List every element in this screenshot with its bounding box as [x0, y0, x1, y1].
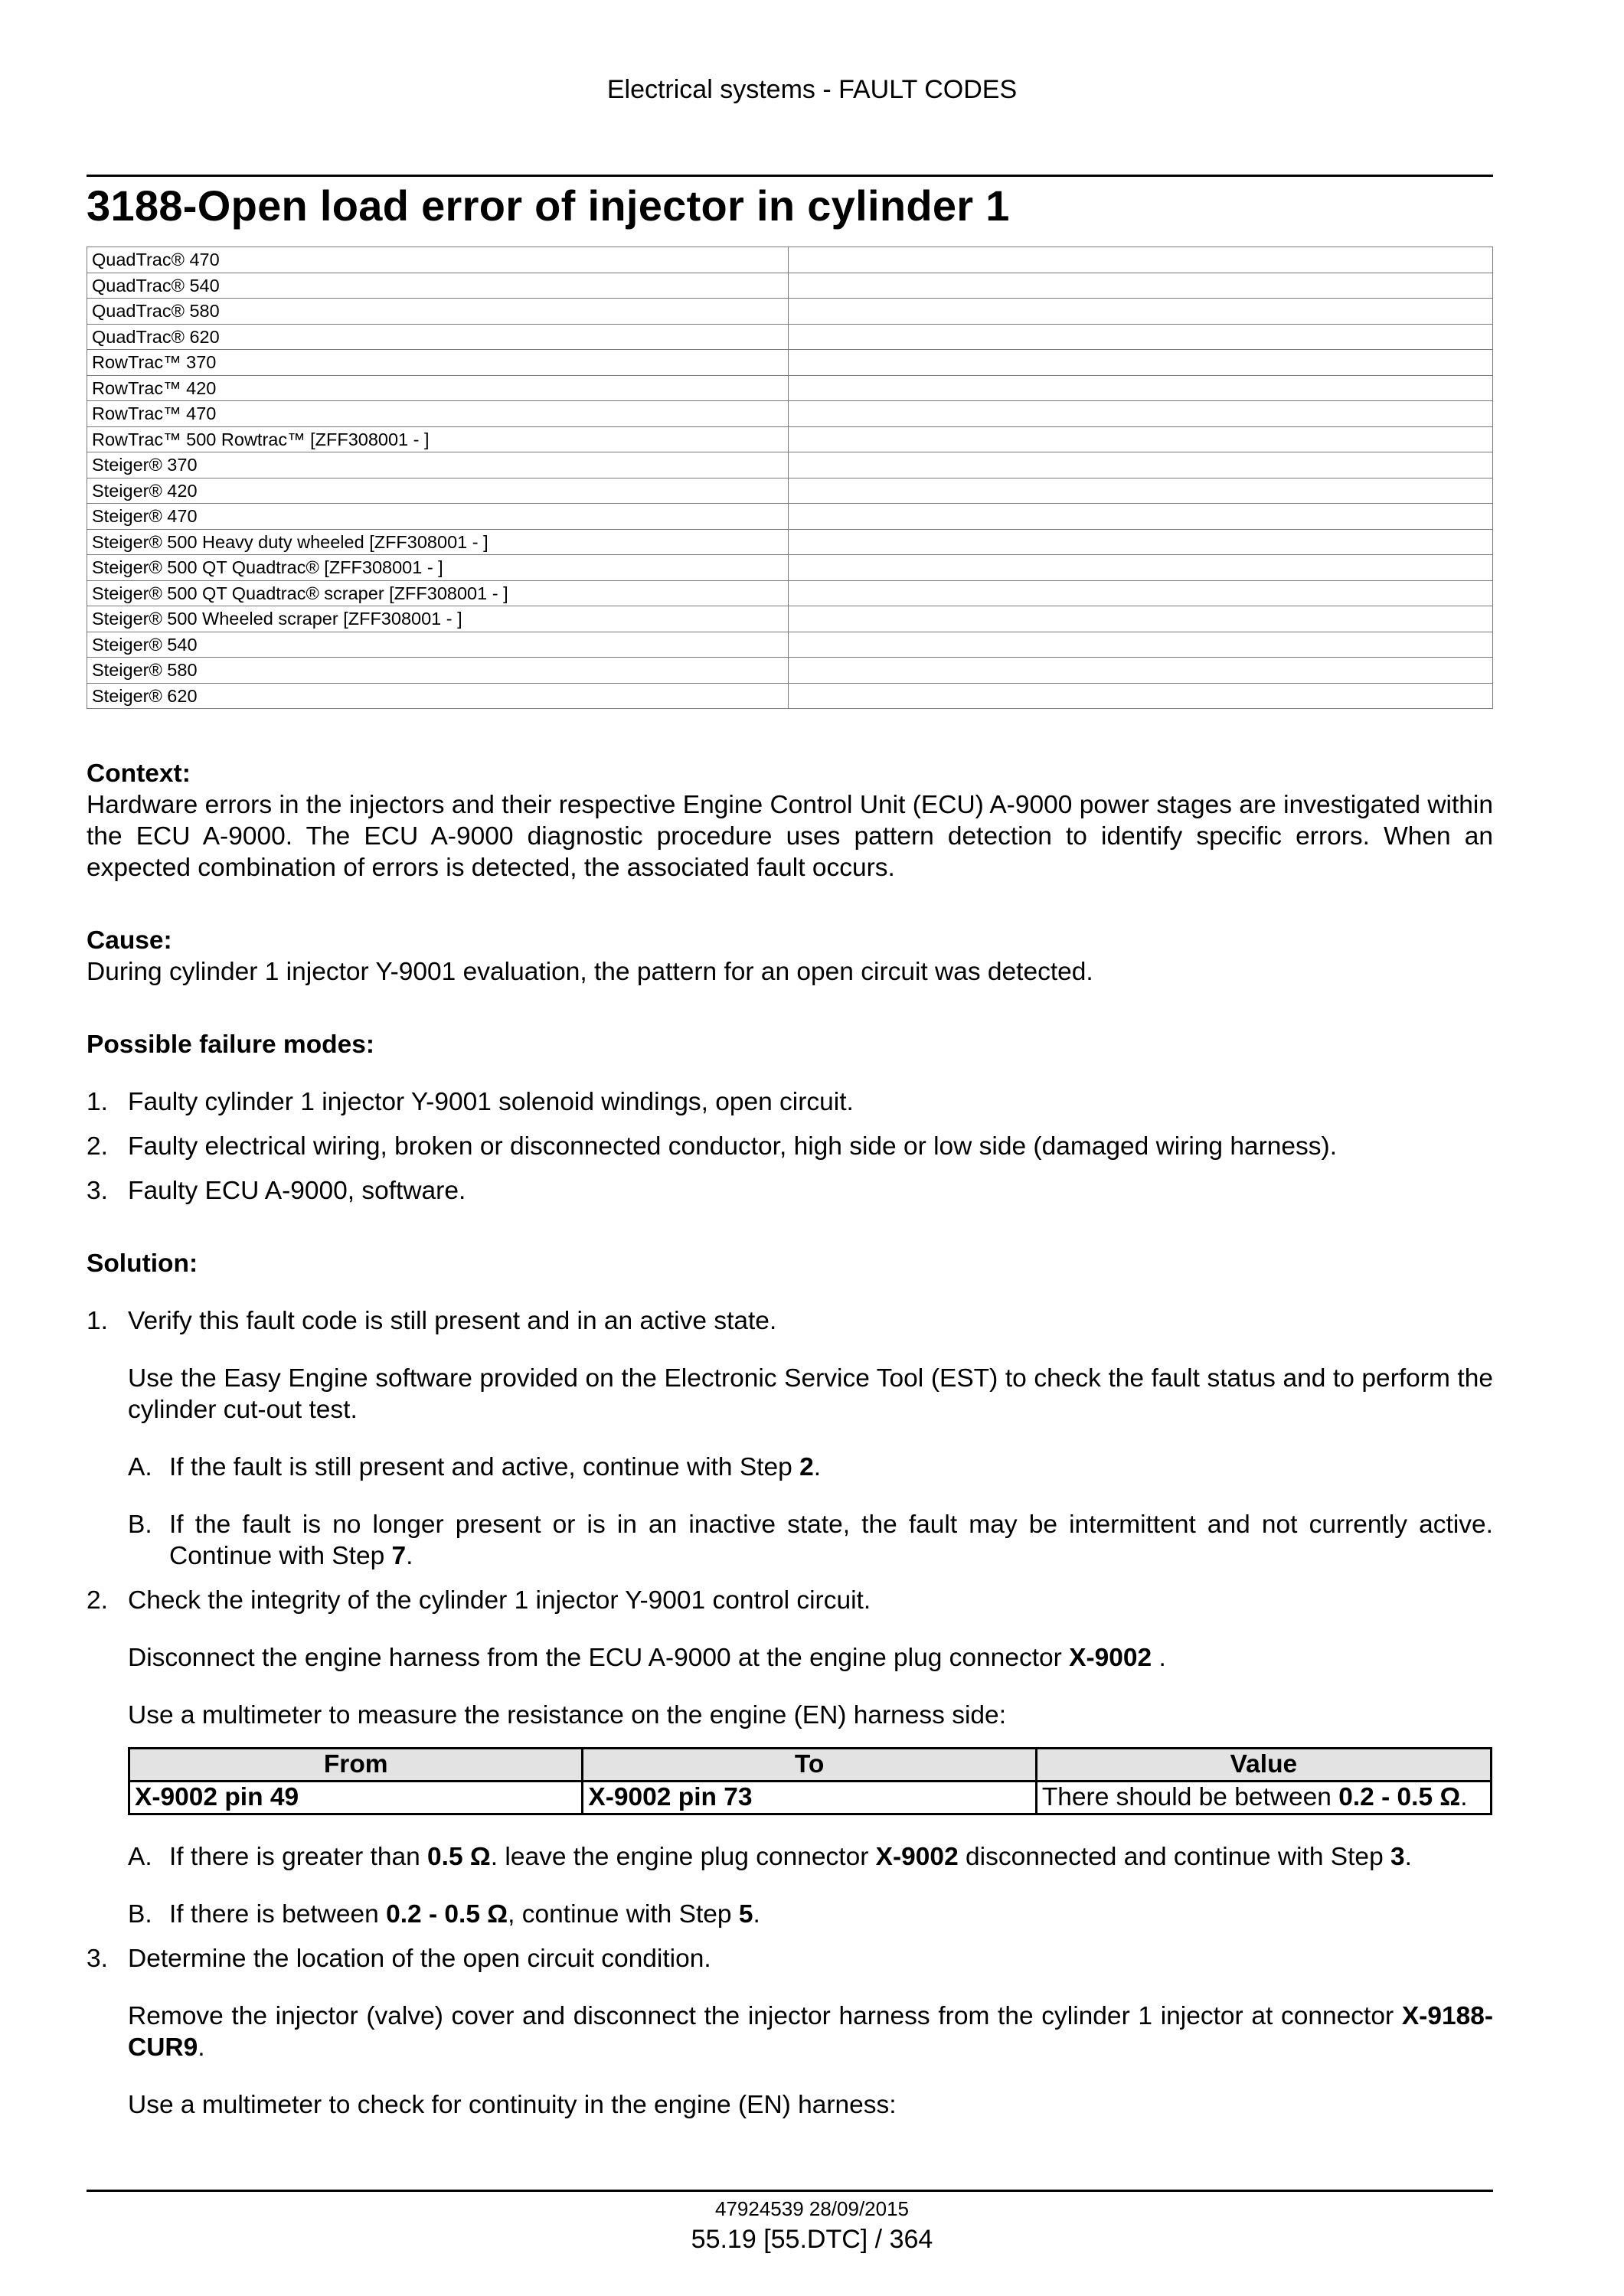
model-empty-cell	[789, 247, 1493, 273]
header-rule	[87, 175, 1493, 177]
model-name: Steiger® 540	[87, 632, 789, 658]
bold-value: 0.5 Ω	[427, 1843, 491, 1871]
item-number: 3.	[87, 1177, 108, 1205]
model-name: RowTrac™ 420	[87, 375, 789, 401]
cell-from: X-9002 pin 49	[129, 1782, 583, 1814]
solution-heading: Solution:	[87, 1249, 198, 1278]
sub-text-end: .	[753, 1900, 760, 1929]
item-text: Faulty ECU A-9000, software.	[128, 1177, 466, 1205]
sub-letter: B.	[128, 1900, 152, 1929]
model-empty-cell	[789, 452, 1493, 478]
model-name: Steiger® 500 QT Quadtrac® scraper [ZFF308001 - ]	[87, 580, 789, 606]
item-text: Faulty cylinder 1 injector Y-9001 solenoid windings, open circuit.	[128, 1088, 854, 1116]
step-paragraph: Use a multimeter to check for continuity in the engine (EN) harness:	[128, 2091, 897, 2119]
step-text: Check the integrity of the cylinder 1 injector Y-9001 control circuit.	[128, 1586, 871, 1615]
model-name: Steiger® 500 Wheeled scraper [ZFF308001 - ]	[87, 606, 789, 632]
connector-ref: X-9188-CUR9	[128, 2002, 1493, 2062]
table-header-value: Value	[1036, 1749, 1491, 1782]
model-name: Steiger® 500 Heavy duty wheeled [ZFF308001 - ]	[87, 529, 789, 555]
model-empty-cell	[789, 478, 1493, 504]
sub-letter: B.	[128, 1511, 152, 1539]
list-item	[87, 1175, 1493, 1207]
model-empty-cell	[789, 632, 1493, 658]
sub-text-end: .	[1404, 1843, 1412, 1871]
sub-text: . leave the engine plug connector	[490, 1843, 876, 1871]
bold-value: 0.2 - 0.5 Ω	[386, 1900, 508, 1929]
sub-text: disconnected and continue with Step	[958, 1843, 1391, 1871]
solution-step-2	[87, 1585, 1493, 1930]
cell-to: X-9002 pin 73	[583, 1782, 1036, 1814]
table-row	[87, 504, 1493, 530]
model-empty-cell	[789, 273, 1493, 299]
model-empty-cell	[789, 606, 1493, 632]
step-ref: 2	[799, 1453, 814, 1481]
page-reference: 55.19 [55.DTC] / 364	[691, 2225, 933, 2254]
sub-text: If there is greater than	[169, 1843, 428, 1871]
resistance-table	[128, 1747, 1492, 1815]
model-name: RowTrac™ 370	[87, 350, 789, 376]
model-name: RowTrac™ 500 Rowtrac™ [ZFF308001 - ]	[87, 426, 789, 452]
item-number: 1.	[87, 1088, 108, 1116]
model-name: Steiger® 370	[87, 452, 789, 478]
table-row	[87, 299, 1493, 325]
step-text: Determine the location of the open circuit condition.	[128, 1945, 711, 1973]
model-name: Steiger® 420	[87, 478, 789, 504]
failure-modes-list	[87, 1086, 1493, 1207]
table-row	[87, 529, 1493, 555]
step-text: Verify this fault code is still present and in an active state.	[128, 1307, 777, 1335]
sub-step-b	[128, 1509, 1493, 1572]
step-number: 3.	[87, 1945, 108, 1973]
solution-steps	[87, 1305, 1493, 2121]
table-row	[87, 324, 1493, 350]
document-reference: 47924539 28/09/2015	[714, 2197, 910, 2220]
connector-ref: X-9002	[1069, 1644, 1152, 1672]
table-row	[87, 478, 1493, 504]
sub-text: If there is between	[169, 1900, 387, 1929]
model-empty-cell	[789, 529, 1493, 555]
model-empty-cell	[789, 299, 1493, 325]
step-ref: 5	[738, 1900, 753, 1929]
model-empty-cell	[789, 375, 1493, 401]
context-heading: Context:	[87, 759, 191, 788]
table-row	[87, 401, 1493, 427]
table-row	[87, 452, 1493, 478]
step-ref: 7	[391, 1542, 407, 1570]
model-empty-cell	[789, 324, 1493, 350]
item-text: Faulty electrical wiring, broken or disconnected conductor, high side or low side (damaged wiring harness).	[128, 1132, 1338, 1161]
model-empty-cell	[789, 658, 1493, 684]
table-row	[87, 375, 1493, 401]
model-name: Steiger® 500 QT Quadtrac® [ZFF308001 - ]	[87, 555, 789, 581]
model-empty-cell	[789, 555, 1493, 581]
para-text-end: .	[1152, 1644, 1166, 1672]
table-row	[129, 1782, 1492, 1814]
model-name: QuadTrac® 470	[87, 247, 789, 273]
sub-letter: A.	[128, 1453, 152, 1481]
table-row	[87, 683, 1493, 709]
para-text: Remove the injector (valve) cover and disconnect the injector harness from the cylinder 1 injector at connector	[128, 2002, 1402, 2030]
model-name: Steiger® 620	[87, 683, 789, 709]
step-paragraph: Use a multimeter to measure the resistance on the engine (EN) harness side:	[128, 1701, 1006, 1729]
failure-modes-heading: Possible failure modes:	[87, 1030, 375, 1059]
list-item	[87, 1131, 1493, 1162]
sub-step-b	[128, 1899, 1493, 1930]
table-row	[87, 273, 1493, 299]
step-number: 1.	[87, 1307, 108, 1335]
running-header: Electrical systems - FAULT CODES	[606, 75, 1018, 104]
model-empty-cell	[789, 401, 1493, 427]
solution-step-1	[87, 1305, 1493, 1572]
model-name: Steiger® 580	[87, 658, 789, 684]
footer-rule	[87, 2190, 1493, 2192]
model-name: QuadTrac® 620	[87, 324, 789, 350]
cause-heading: Cause:	[87, 926, 172, 955]
model-name: Steiger® 470	[87, 504, 789, 530]
model-empty-cell	[789, 504, 1493, 530]
model-name: QuadTrac® 580	[87, 299, 789, 325]
table-row	[87, 658, 1493, 684]
context-text: Hardware errors in the injectors and their respective Engine Control Unit (ECU) A-9000 power stages are investigated within the ECU A-9000. The ECU A-9000 diagnostic procedure uses pattern detection to identify specific errors. When an expected combination of errors is detected, the associated fault occurs.	[87, 791, 1493, 882]
step-number: 2.	[87, 1586, 108, 1615]
model-empty-cell	[789, 426, 1493, 452]
step-paragraph: Use the Easy Engine software provided on the Electronic Service Tool (EST) to check the fault status and to perform the cylinder cut-out test.	[128, 1364, 1493, 1424]
model-empty-cell	[789, 580, 1493, 606]
para-text-end: .	[198, 2033, 205, 2062]
table-row	[87, 350, 1493, 376]
table-row	[87, 580, 1493, 606]
table-row	[87, 426, 1493, 452]
connector-ref: X-9002	[875, 1843, 959, 1871]
sub-text: If the fault is still present and active, continue with Step	[169, 1453, 800, 1481]
table-header-from: From	[129, 1749, 583, 1782]
solution-step-3	[87, 1943, 1493, 2121]
page-title: 3188-Open load error of injector in cylinder 1	[87, 181, 1010, 230]
cause-text: During cylinder 1 injector Y-9001 evaluation, the pattern for an open circuit was detected.	[87, 958, 1093, 986]
table-row	[87, 632, 1493, 658]
cell-value	[1036, 1782, 1491, 1814]
table-row	[87, 247, 1493, 273]
item-number: 2.	[87, 1132, 108, 1161]
table-row	[87, 555, 1493, 581]
model-name: QuadTrac® 540	[87, 273, 789, 299]
sub-text-end: .	[406, 1542, 413, 1570]
sub-step-a	[128, 1841, 1493, 1873]
step-paragraph	[128, 2000, 1493, 2063]
sub-letter: A.	[128, 1843, 152, 1871]
table-row	[87, 606, 1493, 632]
sub-step-a	[128, 1452, 1493, 1483]
value-text: There should be between	[1041, 1783, 1339, 1811]
sub-text-end: .	[813, 1453, 822, 1481]
sub-text: , continue with Step	[508, 1900, 739, 1929]
value-range: 0.2 - 0.5 Ω	[1338, 1783, 1461, 1811]
list-item	[87, 1086, 1493, 1118]
model-empty-cell	[789, 683, 1493, 709]
main-content	[87, 758, 1493, 2121]
model-applicability-table	[87, 247, 1493, 709]
model-empty-cell	[789, 350, 1493, 376]
model-name: RowTrac™ 470	[87, 401, 789, 427]
step-paragraph	[128, 1642, 1493, 1674]
table-header-to: To	[583, 1749, 1036, 1782]
value-end: .	[1460, 1783, 1468, 1811]
sub-text: If the fault is no longer present or is in an inactive state, the fault may be intermittent and not currently active. Continue with Step	[169, 1511, 1493, 1570]
step-ref: 3	[1390, 1843, 1405, 1871]
para-text: Disconnect the engine harness from the ECU A-9000 at the engine plug connector	[128, 1644, 1070, 1672]
